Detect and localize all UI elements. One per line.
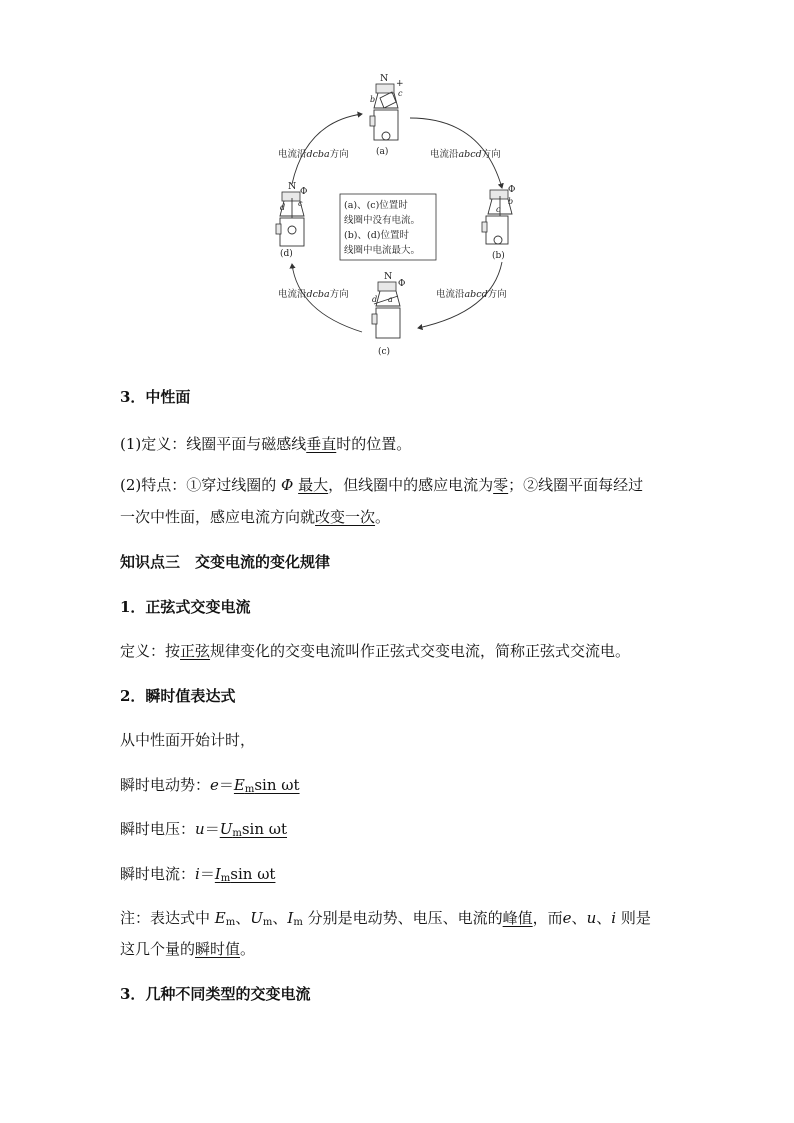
note-line-1: 注：表达式中 $E_m$、$U_m$、$I_m$ 分别是电动势、电压、电流的峰值，而e、u、i 则是 [120, 909, 651, 928]
svg-text:N: N [384, 271, 393, 282]
svg-text:Φ: Φ [300, 187, 308, 197]
feature-line-1: (2)特点：①穿过线圈的 Φ 最大，但线圈中的感应电流为零；②线圈平面每经过 [120, 476, 644, 494]
svg-text:b: b [370, 95, 376, 104]
generator-b [482, 185, 515, 261]
section-heading: 2．瞬时值表达式 [120, 687, 236, 705]
center-note-line: (a)、(c)位置时 [344, 200, 408, 211]
answer-blank: 峰值 [502, 909, 533, 927]
svg-text:+: + [396, 79, 404, 89]
generator-cycle-diagram [270, 66, 532, 362]
svg-text:Φ: Φ [398, 279, 406, 289]
definition-line: 定义：按正弦规律变化的交变电流叫作正弦式交变电流，简称正弦式交流电。 [120, 642, 631, 660]
answer-blank: 最大 [298, 476, 329, 494]
answer-blank: 改变一次 [315, 508, 376, 526]
formula-emf: 瞬时电动势：$e=E_m\sin$ ωt [120, 776, 300, 795]
svg-text:b: b [508, 197, 514, 206]
answer-blank: $U_m\sin$ ωt [219, 820, 288, 839]
label-top-left: 电流沿dcba方向 [278, 149, 349, 160]
label-top-right: 电流沿abcd方向 [430, 149, 501, 160]
generator-d [276, 181, 307, 259]
answer-blank: $E_m\sin$ ωt [233, 776, 300, 795]
answer-blank: $I_m\sin$ ωt [214, 865, 276, 884]
answer-blank: 垂直 [306, 435, 337, 453]
svg-text:(c): (c) [378, 347, 391, 357]
svg-text:d: d [280, 203, 286, 212]
svg-text:c: c [496, 205, 501, 214]
center-note-line: 线圈中没有电流。 [344, 215, 421, 226]
svg-text:Φ: Φ [508, 185, 516, 195]
center-note-line: 线圈中电流最大。 [344, 245, 421, 256]
definition-line: (1)定义：线圈平面与磁感线垂直时的位置。 [120, 435, 412, 453]
svg-text:N: N [288, 181, 297, 192]
section-heading: 1．正弦式交变电流 [120, 598, 251, 616]
feature-line-2: 一次中性面，感应电流方向就改变一次。 [120, 508, 391, 526]
label-bottom-right: 电流沿abcd方向 [436, 289, 507, 300]
svg-text:(d): (d) [280, 249, 293, 259]
svg-text:d: d [372, 295, 378, 304]
generator-a [370, 73, 404, 157]
svg-text:(a): (a) [376, 147, 389, 157]
generator-c [372, 271, 405, 357]
answer-blank: 零 [493, 476, 509, 494]
label-bottom-left: 电流沿dcba方向 [278, 289, 349, 300]
svg-text:c: c [298, 199, 303, 208]
formula-current: 瞬时电流：$i=I_m\sin$ ωt [120, 865, 276, 884]
answer-blank: 正弦 [180, 642, 211, 660]
answer-blank: 瞬时值 [195, 940, 241, 958]
section-heading: 3．中性面 [120, 388, 191, 406]
svg-text:N: N [380, 73, 389, 84]
formula-voltage: 瞬时电压：$u=U_m\sin$ ωt [120, 820, 288, 839]
note-line-2: 这几个量的瞬时值。 [120, 940, 256, 958]
center-note-line: (b)、(d)位置时 [344, 230, 409, 241]
svg-text:c: c [398, 89, 403, 98]
flux-symbol: Φ [281, 476, 294, 494]
svg-text:(b): (b) [492, 251, 505, 261]
section-heading: 3．几种不同类型的交变电流 [120, 985, 311, 1003]
intro-line: 从中性面开始计时， [120, 731, 256, 749]
knowledge-point-heading: 知识点三 交变电流的变化规律 [120, 553, 331, 571]
generator-cycle-figure [270, 66, 532, 362]
svg-text:a: a [388, 295, 393, 304]
